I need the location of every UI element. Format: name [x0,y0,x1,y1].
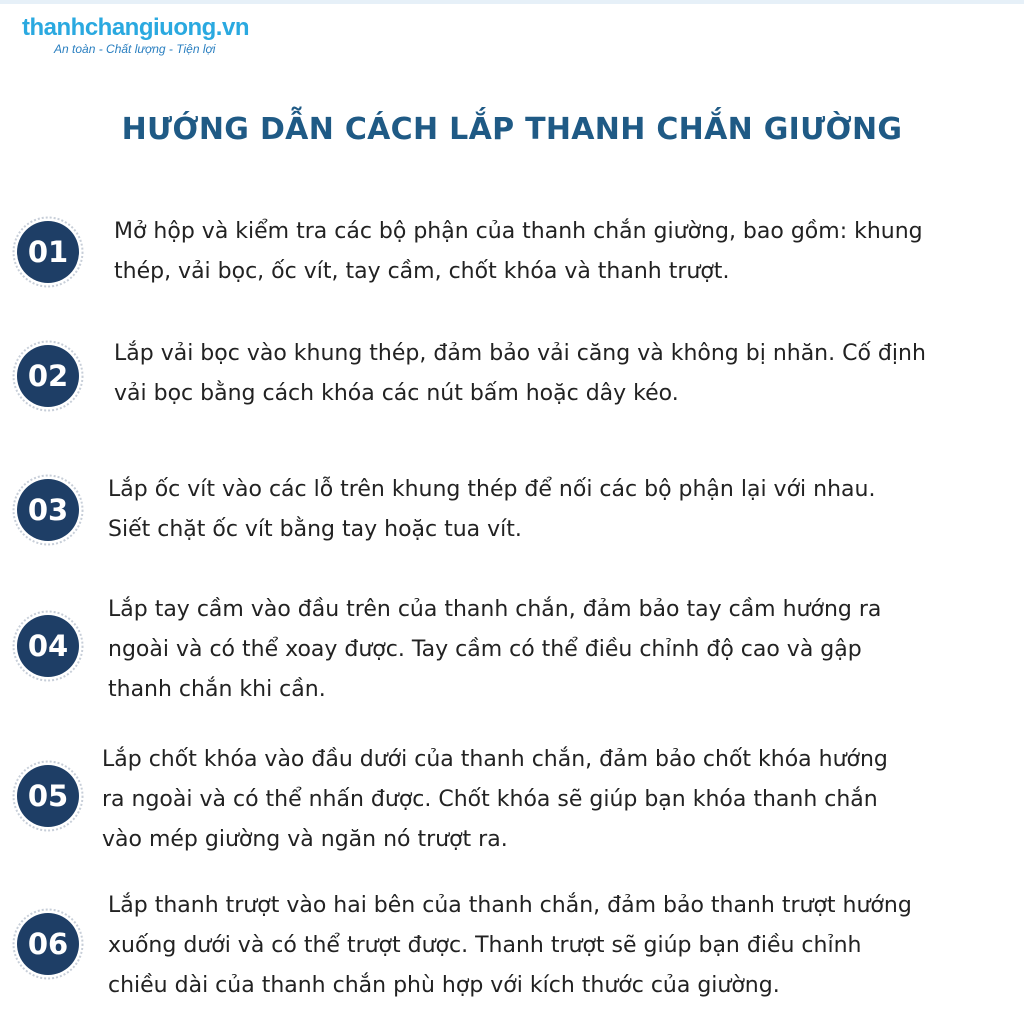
step-text [108,470,875,550]
step-line: Lắp chốt khóa vào đầu dưới của thanh chắn, đảm bảo chốt khóa hướng [102,747,888,772]
step-badge [12,216,84,288]
step-line: ngoài và có thể xoay được. Tay cầm có thể điều chỉnh độ cao và gập [108,637,862,662]
step-line: thanh chắn khi cần. [108,677,326,702]
logo-name: thanhchangiuong.vn [22,14,249,41]
step-line: Lắp vải bọc vào khung thép, đảm bảo vải căng và không bị nhăn. Cố định [114,341,926,366]
step-text [108,886,912,1006]
step-badge [12,610,84,682]
step-number: 05 [27,779,69,813]
step-text [114,212,923,292]
step-badge [12,474,84,546]
step-line: Lắp ốc vít vào các lỗ trên khung thép để nối các bộ phận lại với nhau. [108,477,876,502]
step-line: thép, vải bọc, ốc vít, tay cầm, chốt khóa và thanh trượt. [114,259,730,284]
step-number: 06 [27,927,69,961]
page-title: HƯỚNG DẪN CÁCH LẮP THANH CHẮN GIƯỜNG [121,112,903,147]
step-text [108,590,881,710]
step-line: xuống dưới và có thể trượt được. Thanh trượt sẽ giúp bạn điều chỉnh [108,933,862,958]
step-number: 04 [27,629,69,663]
step-line: Siết chặt ốc vít bằng tay hoặc tua vít. [108,517,522,542]
step-line: Mở hộp và kiểm tra các bộ phận của thanh chắn giường, bao gồm: khung [114,219,923,244]
step-line: vải bọc bằng cách khóa các nút bấm hoặc dây kéo. [114,381,679,406]
step-line: Lắp tay cầm vào đầu trên của thanh chắn, đảm bảo tay cầm hướng ra [108,597,882,622]
step-number: 01 [27,235,69,269]
step-number: 03 [27,493,69,527]
step-line: ra ngoài và có thể nhấn được. Chốt khóa sẽ giúp bạn khóa thanh chắn [102,787,878,812]
top-strip [0,0,1024,4]
step-number: 02 [27,359,69,393]
step-line: chiều dài của thanh chắn phù hợp với kích thước của giường. [108,973,780,998]
step-line: Lắp thanh trượt vào hai bên của thanh chắn, đảm bảo thanh trượt hướng [108,893,912,918]
step-text [102,740,888,860]
step-text [114,334,926,414]
logo-tagline: An toàn - Chất lượng - Tiện lợi [54,42,216,56]
step-badge [12,908,84,980]
step-line: vào mép giường và ngăn nó trượt ra. [102,827,508,852]
step-badge [12,760,84,832]
step-badge [12,340,84,412]
brand-logo[interactable] [22,14,249,56]
